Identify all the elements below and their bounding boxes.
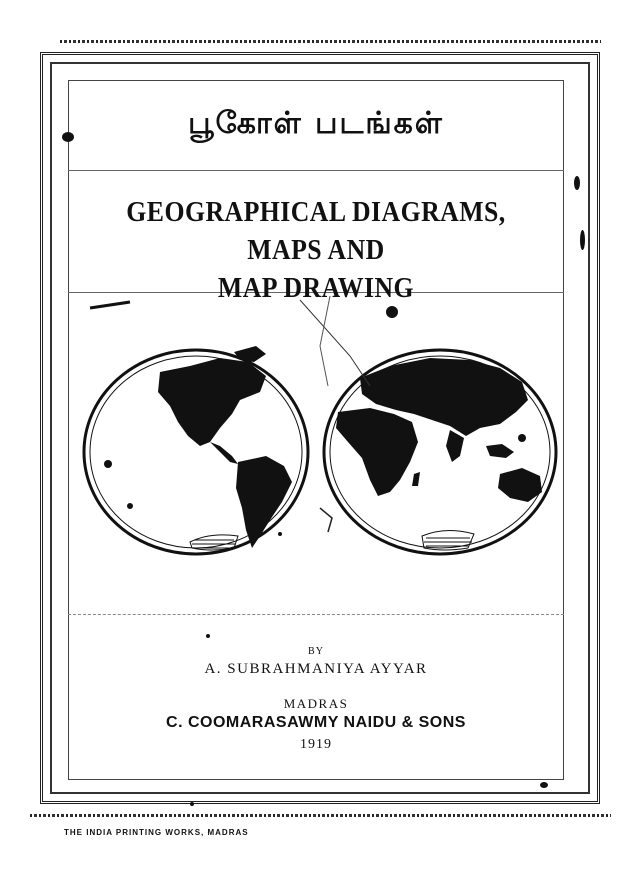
english-title-line-1: GEOGRAPHICAL DIAGRAMS, MAPS AND xyxy=(126,197,506,266)
scan-speck xyxy=(62,132,74,142)
eastern-hemisphere xyxy=(324,350,556,554)
scan-bottom-border xyxy=(30,814,611,817)
scan-speck xyxy=(206,634,210,638)
western-hemisphere xyxy=(84,346,308,554)
english-title-line-2: MAP DRAWING xyxy=(217,273,415,304)
english-title xyxy=(90,194,543,308)
scan-speck xyxy=(574,176,580,190)
scan-speck xyxy=(190,802,194,806)
tamil-title: பூகோள் படங்கள் xyxy=(188,106,444,141)
publication-year: 1919 xyxy=(300,737,332,752)
rule-below-tamil xyxy=(68,170,564,171)
publisher-name: C. COOMARASAWMY NAIDU & SONS xyxy=(166,714,466,731)
scan-speck xyxy=(540,782,548,788)
author-name: A. SUBRAHMANIYA AYYAR xyxy=(204,661,428,677)
publication-place: MADRAS xyxy=(283,696,349,711)
scan-speck xyxy=(580,230,585,250)
rule-above-byline xyxy=(68,614,564,615)
world-hemispheres-map xyxy=(70,296,564,606)
scan-top-border xyxy=(60,40,601,43)
by-label: BY xyxy=(308,646,324,657)
printer-imprint: THE INDIA PRINTING WORKS, MADRAS xyxy=(64,828,249,837)
